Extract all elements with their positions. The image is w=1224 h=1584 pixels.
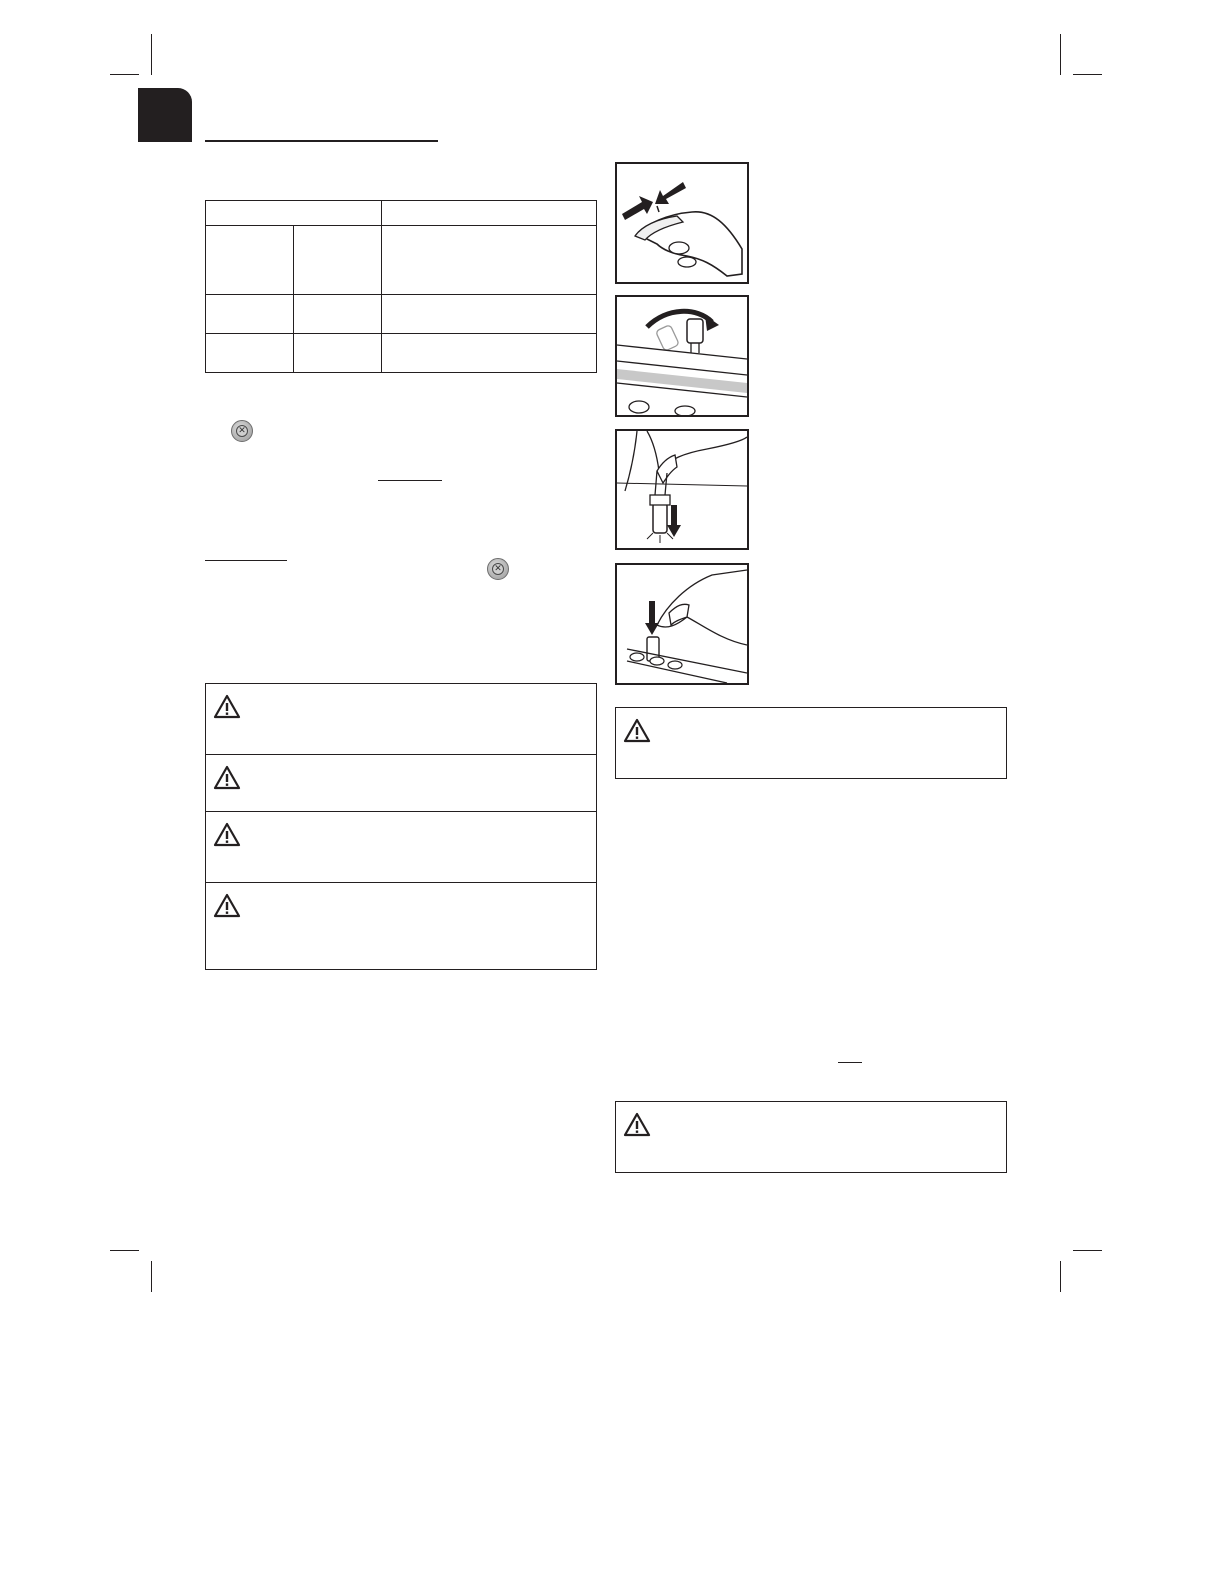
rotate-cap-figure <box>615 295 749 417</box>
crop-mark-bottom-right-v <box>1060 1261 1061 1292</box>
warning-triangle-icon <box>623 1112 651 1137</box>
title-underline <box>205 140 438 142</box>
warning-box <box>205 811 597 883</box>
pinch-capsule-figure <box>615 162 749 284</box>
table-cell <box>382 295 597 334</box>
warning-triangle-icon <box>213 765 241 790</box>
crop-mark-top-left-h <box>110 74 139 75</box>
table-row <box>206 226 597 295</box>
table-cell <box>206 295 294 334</box>
table-cell <box>294 295 382 334</box>
table-cell <box>382 334 597 373</box>
crop-mark-top-right-h <box>1073 74 1102 75</box>
table-cell <box>294 334 382 373</box>
table-cell <box>206 334 294 373</box>
warning-triangle-icon <box>213 893 241 918</box>
text-underline <box>838 1062 862 1063</box>
warning-triangle-icon <box>213 694 241 719</box>
table-header-cell <box>206 201 382 226</box>
table-row <box>206 295 597 334</box>
crop-mark-top-left-v <box>151 34 152 75</box>
warning-box <box>205 683 597 755</box>
warning-box <box>205 754 597 812</box>
text-underline <box>205 560 287 561</box>
warning-box <box>615 1101 1007 1173</box>
crop-mark-top-right-v <box>1060 34 1061 75</box>
press-capsule-figure <box>615 563 749 685</box>
table-cell <box>294 226 382 295</box>
table-header-cell <box>382 201 597 226</box>
crop-mark-bottom-right-h <box>1073 1250 1102 1251</box>
table-header-row <box>206 201 597 226</box>
crop-mark-bottom-left-v <box>151 1261 152 1292</box>
table-cell <box>382 226 597 295</box>
table-cell <box>206 226 294 295</box>
crop-mark-bottom-left-h <box>110 1250 139 1251</box>
warning-triangle-icon <box>623 718 651 743</box>
warning-triangle-icon <box>213 822 241 847</box>
descale-button-icon: ✕ <box>231 420 253 442</box>
table-row <box>206 334 597 373</box>
text-underline <box>378 480 442 481</box>
settings-table <box>205 200 597 373</box>
section-tab <box>138 88 192 142</box>
insert-capsule-figure <box>615 429 749 550</box>
warning-box <box>205 882 597 970</box>
warning-box <box>615 707 1007 779</box>
descale-button-icon: ✕ <box>487 558 509 580</box>
